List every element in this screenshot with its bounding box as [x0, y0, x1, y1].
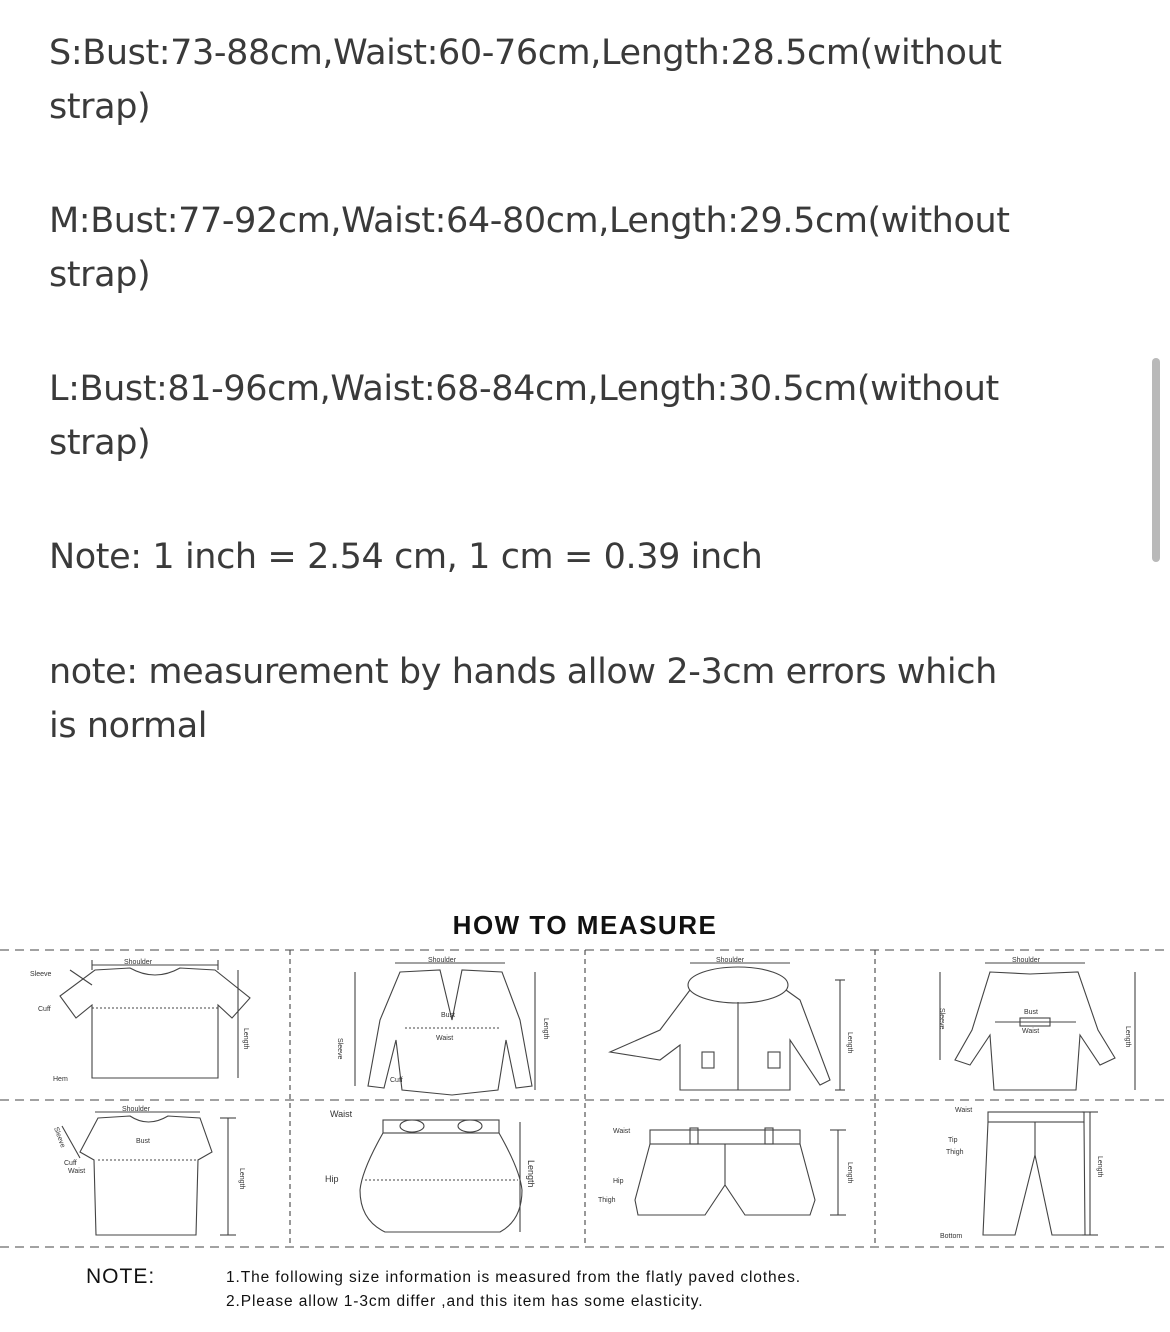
- label-hip-7: Hip: [613, 1178, 624, 1185]
- label-length-3: Length: [846, 1032, 853, 1054]
- coat-diagram: [610, 963, 845, 1090]
- label-hip-6: Hip: [325, 1174, 339, 1184]
- label-shoulder-4: Shoulder: [1012, 957, 1041, 964]
- label-cuff-1: Cuff: [38, 1006, 51, 1013]
- conversion-note: Note: 1 inch = 2.54 cm, 1 cm = 0.39 inch: [49, 537, 763, 577]
- label-shoulder-1: Shoulder: [124, 959, 153, 966]
- label-waist-5: Waist: [68, 1168, 86, 1175]
- label-cuff-5: Cuff: [64, 1160, 77, 1167]
- guide-note-1: 1.The following size information is measured from the flatly paved clothes.: [226, 1269, 801, 1286]
- label-sleeve-5: Sleeve: [52, 1126, 67, 1149]
- label-sleeve-4: Sleeve: [938, 1008, 945, 1030]
- label-cuff-2: Cuff: [390, 1077, 403, 1084]
- label-bottom-8: Bottom: [940, 1233, 963, 1240]
- label-waist-2: Waist: [436, 1035, 454, 1042]
- label-waist-4: Waist: [1022, 1028, 1040, 1035]
- label-length-2: Length: [542, 1018, 549, 1040]
- dress-diagram: [62, 1112, 236, 1235]
- measure-note-line1: note: measurement by hands allow 2-3cm errors which: [49, 652, 997, 692]
- label-length-6: Length: [526, 1160, 536, 1188]
- label-bust-5: Bust: [136, 1138, 151, 1145]
- size-m-line1: M:Bust:77-92cm,Waist:64-80cm,Length:29.5cm(without: [49, 201, 1010, 241]
- scrollbar-thumb[interactable]: [1152, 358, 1160, 562]
- how-to-measure-title: HOW TO MEASURE: [452, 910, 718, 940]
- guide-note-2: 2.Please allow 1-3cm differ ,and this item has some elasticity.: [226, 1293, 704, 1310]
- size-l-line2: strap): [49, 423, 151, 463]
- label-length-4: Length: [1124, 1026, 1131, 1048]
- label-tip-8: Tip: [948, 1137, 958, 1144]
- label-bust-2: Bust: [441, 1012, 456, 1019]
- how-to-measure-chart: [0, 890, 1170, 1330]
- size-m-line2: strap): [49, 255, 151, 295]
- guide-note-label: NOTE:: [86, 1265, 156, 1288]
- blazer-diagram: [355, 963, 535, 1095]
- label-bust-4: Bust: [1024, 1009, 1039, 1016]
- shorts-diagram: [635, 1128, 846, 1215]
- trousers-diagram: [983, 1112, 1098, 1235]
- measure-diagrams: [0, 890, 1170, 1262]
- label-length-1: Length: [242, 1028, 249, 1050]
- label-shoulder-3: Shoulder: [716, 957, 745, 964]
- label-thigh-8: Thigh: [946, 1149, 964, 1156]
- label-hem-1: Hem: [53, 1076, 68, 1083]
- label-length-5: Length: [238, 1168, 245, 1190]
- trench-coat-diagram: [940, 963, 1135, 1090]
- label-sleeve-2: Sleeve: [336, 1038, 343, 1060]
- label-sleeve-1: Sleeve: [30, 971, 52, 978]
- label-waist-6: Waist: [330, 1109, 353, 1119]
- label-length-7: Length: [846, 1162, 853, 1184]
- skirt-diagram: [360, 1120, 522, 1232]
- size-s-line2: strap): [49, 87, 151, 127]
- label-thigh-7: Thigh: [598, 1197, 616, 1204]
- size-l-line1: L:Bust:81-96cm,Waist:68-84cm,Length:30.5cm(without: [49, 369, 999, 409]
- label-shoulder-2: Shoulder: [428, 957, 457, 964]
- measure-note-line2: is normal: [49, 706, 208, 746]
- size-s-line1: S:Bust:73-88cm,Waist:60-76cm,Length:28.5cm(without: [49, 33, 1002, 73]
- label-waist-8: Waist: [955, 1107, 973, 1114]
- tshirt-diagram: [60, 960, 250, 1078]
- label-shoulder-5: Shoulder: [122, 1106, 151, 1113]
- label-waist-7: Waist: [613, 1128, 631, 1135]
- label-length-8: Length: [1096, 1156, 1103, 1178]
